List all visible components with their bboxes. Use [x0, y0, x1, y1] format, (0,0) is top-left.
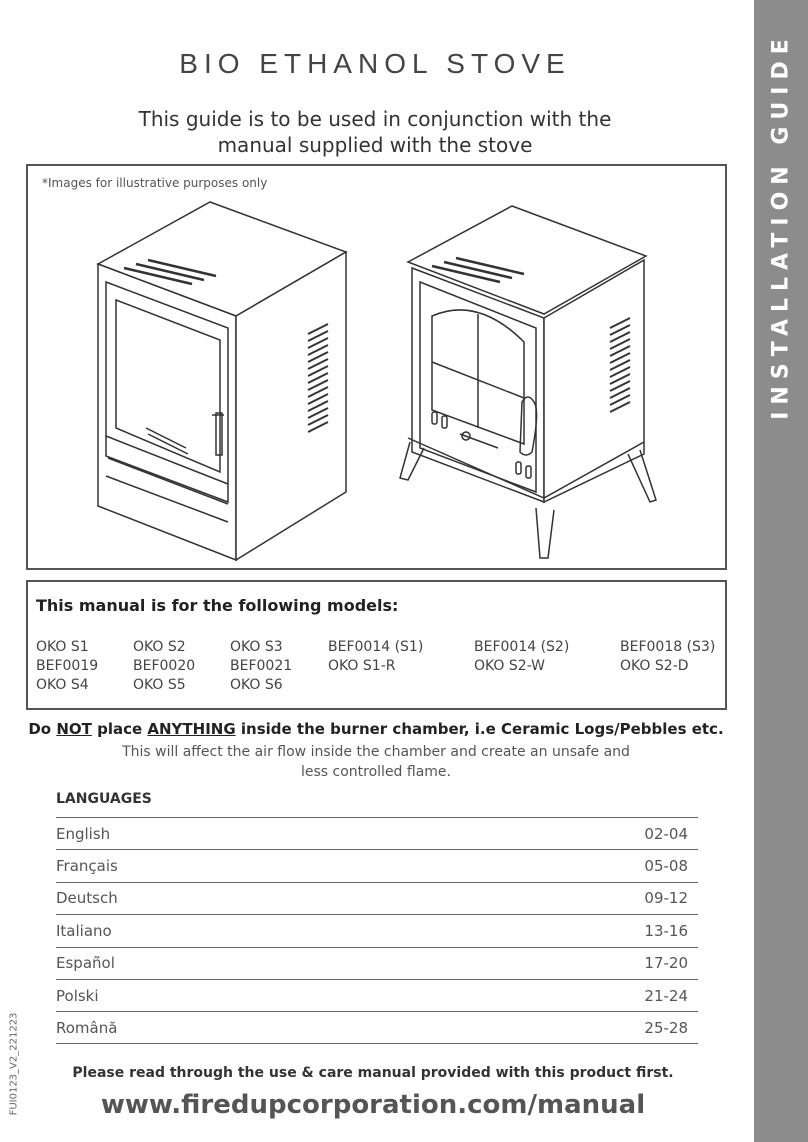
language-row-italiano[interactable] [56, 914, 698, 946]
language-pages: 21-24 [644, 986, 688, 1005]
language-name: Deutsch [56, 889, 118, 908]
models-row [36, 657, 726, 676]
language-name: Español [56, 954, 115, 973]
warning-prefix: Do [28, 720, 57, 738]
subtitle-line-2: manual supplied with the stove [217, 133, 533, 157]
warning-mid: place [91, 720, 148, 738]
model-item: OKO S1-R [328, 658, 396, 674]
language-pages: 13-16 [644, 921, 688, 940]
warning-detail-line-1: This will affect the air flow inside the chamber and create an unsafe and [122, 744, 630, 760]
model-item: BEF0021 [230, 658, 293, 674]
illustration-note: *Images for illustrative purposes only [42, 176, 268, 190]
language-name: English [56, 824, 111, 843]
models-row [36, 676, 726, 695]
model-item: OKO S4 [36, 677, 89, 693]
language-name: Polski [56, 986, 99, 1005]
model-item: OKO S2 [133, 639, 186, 655]
language-row-romana[interactable] [56, 1011, 698, 1043]
language-name: Română [56, 1018, 118, 1037]
stove-illustration-left [98, 202, 346, 560]
read-first-notice: Please read through the use & care manual provided with this product first. [72, 1065, 674, 1081]
model-item: BEF0014 (S1) [328, 639, 424, 655]
page-title: BIO ETHANOL STOVE [179, 48, 571, 79]
warning-detail-line-2: less controlled flame. [300, 764, 451, 780]
warning-detail [0, 742, 752, 782]
models-title: This manual is for the following models: [36, 596, 399, 615]
language-row-english[interactable] [56, 817, 698, 849]
model-item: OKO S2-D [620, 658, 689, 674]
model-item: BEF0014 (S2) [474, 639, 570, 655]
models-row [36, 638, 726, 657]
language-row-polski[interactable] [56, 979, 698, 1011]
language-pages: 17-20 [644, 954, 688, 973]
document-code: FUI0123_V2_221223 [8, 1012, 20, 1116]
stove-illustrations [28, 166, 725, 568]
warning-anything: ANYTHING [147, 720, 236, 738]
stove-illustration-right [400, 206, 656, 558]
language-pages: 25-28 [644, 1018, 688, 1037]
manual-url-link[interactable]: www.firedupcorporation.com/manual [100, 1090, 646, 1120]
page-subtitle [0, 106, 750, 158]
language-row-francais[interactable] [56, 849, 698, 881]
language-pages: 02-04 [644, 824, 688, 843]
model-item: BEF0020 [133, 658, 196, 674]
language-pages: 09-12 [644, 889, 688, 908]
language-row-espanol[interactable] [56, 947, 698, 979]
model-item: OKO S6 [230, 677, 283, 693]
languages-table [56, 817, 698, 1044]
installation-guide-label: INSTALLATION GUIDE [768, 32, 794, 420]
warning-not: NOT [56, 720, 92, 738]
language-pages: 05-08 [644, 857, 688, 876]
language-name: Français [56, 857, 118, 876]
warning-suffix: inside the burner chamber, i.e Ceramic Logs/Pebbles etc. [235, 720, 724, 738]
language-row-deutsch[interactable] [56, 882, 698, 914]
model-item: BEF0018 (S3) [620, 639, 716, 655]
subtitle-line-1: This guide is to be used in conjunction with the [138, 107, 612, 131]
model-item: OKO S5 [133, 677, 186, 693]
stove-illustration-box [26, 164, 727, 570]
language-name: Italiano [56, 921, 112, 940]
warning-line [0, 720, 752, 738]
models-box [26, 580, 727, 710]
languages-title: LANGUAGES [56, 791, 152, 807]
model-item: BEF0019 [36, 658, 99, 674]
model-item: OKO S2-W [474, 658, 546, 674]
model-item: OKO S3 [230, 639, 283, 655]
models-grid [36, 638, 726, 695]
model-item: OKO S1 [36, 639, 89, 655]
